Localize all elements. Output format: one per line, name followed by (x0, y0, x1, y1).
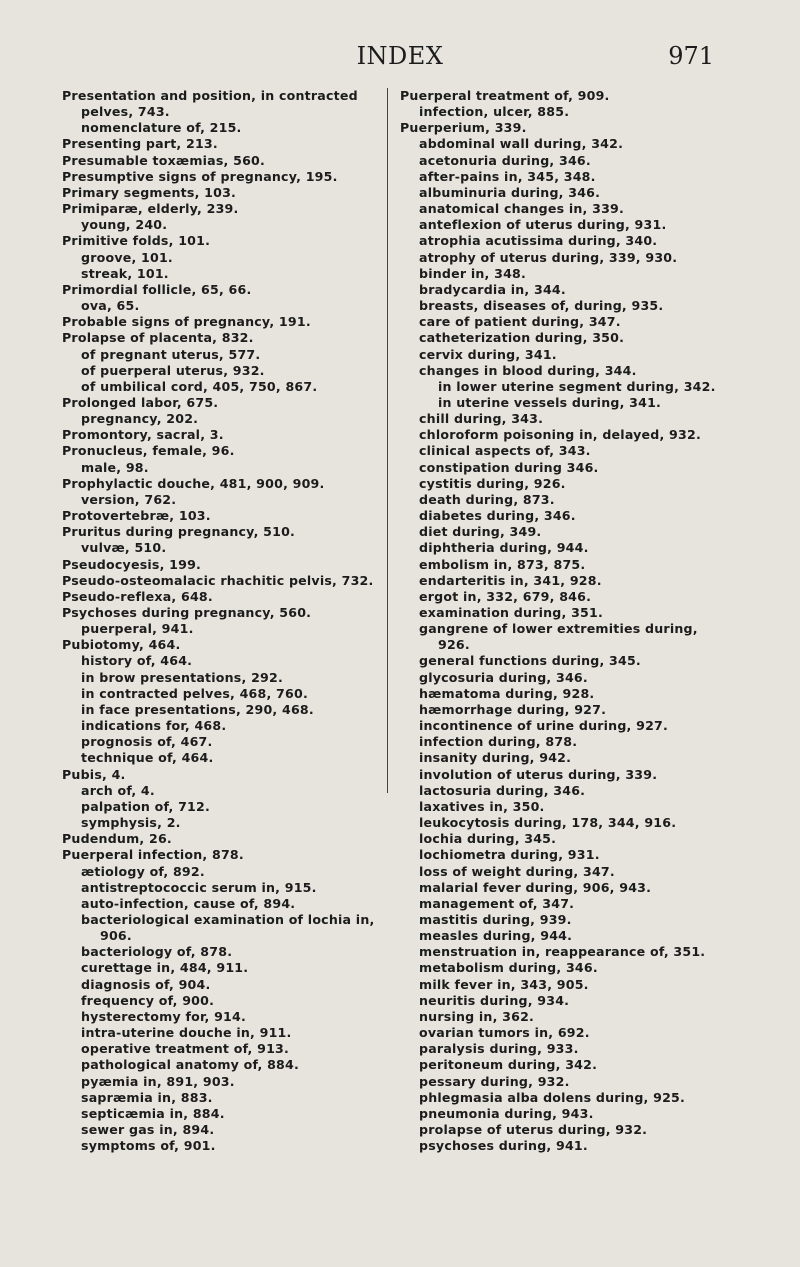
index-entry: milk fever in, 343, 905. (419, 976, 589, 992)
index-entry: albuminuria during, 346. (419, 184, 601, 200)
index-entry: menstruation in, reappearance of, 351. (419, 944, 706, 960)
index-entry: catheterization during, 350. (419, 330, 625, 346)
index-entry: Prophylactic douche, 481, 900, 909. (62, 475, 325, 491)
index-entry: in face presentations, 290, 468. (81, 701, 314, 717)
index-entry: Presumptive signs of pregnancy, 195. (62, 168, 338, 184)
index-entry: lochia during, 345. (419, 831, 557, 847)
index-entry: care of patient during, 347. (419, 314, 621, 330)
index-entry: 906. (100, 928, 132, 944)
index-entry: in uterine vessels during, 341. (438, 394, 662, 410)
index-entry: diagnosis of, 904. (81, 976, 211, 992)
index-entry: general functions during, 345. (419, 653, 641, 669)
index-entry: embolism in, 873, 875. (419, 556, 586, 572)
index-entry: bradycardia in, 344. (419, 281, 566, 297)
index-entry: version, 762. (81, 491, 177, 507)
index-entry: clinical aspects of, 343. (419, 443, 591, 459)
index-entry: Primiparæ, elderly, 239. (62, 201, 239, 217)
index-entry: vulvæ, 510. (81, 540, 167, 556)
index-entry: ætiology of, 892. (81, 863, 205, 879)
index-entry: psychoses during, 941. (419, 1138, 588, 1154)
index-entry: septicæmia in, 884. (81, 1105, 225, 1121)
index-entry: Pseudo-reflexa, 648. (62, 588, 213, 604)
index-entry: technique of, 464. (81, 750, 214, 766)
index-entry: Pruritus during pregnancy, 510. (62, 524, 296, 540)
page-title: INDEX (356, 42, 444, 70)
index-entry: infection, ulcer, 885. (419, 104, 570, 120)
index-entry: Pudendum, 26. (62, 831, 172, 847)
index-entry: of puerperal uterus, 932. (81, 362, 265, 378)
index-entry: hysterectomy for, 914. (81, 1008, 246, 1024)
index-entry: Presentation and position, in contracted (62, 88, 358, 103)
index-entry: bacteriological examination of lochia in, (81, 911, 375, 927)
index-entry: pneumonia during, 943. (419, 1105, 594, 1121)
index-entry: antistreptococcic serum in, 915. (81, 879, 317, 895)
index-entry: nomenclature of, 215. (81, 120, 242, 136)
index-entry: pelves, 743. (81, 104, 170, 120)
index-entry: curettage in, 484, 911. (81, 960, 249, 976)
index-entry: chloroform poisoning in, delayed, 932. (419, 427, 701, 443)
index-entry: of pregnant uterus, 577. (81, 346, 261, 362)
index-entry: ergot in, 332, 679, 846. (419, 588, 592, 604)
index-entry: Puerperal treatment of, 909. (400, 88, 610, 103)
index-entry: metabolism during, 346. (419, 960, 598, 976)
index-entry: paralysis during, 933. (419, 1041, 579, 1057)
index-entry: diabetes during, 346. (419, 508, 576, 524)
index-entry: ova, 65. (81, 298, 140, 314)
index-entry: streak, 101. (81, 265, 169, 281)
index-entry: Pubiotomy, 464. (62, 637, 181, 653)
index-entry: prolapse of uterus during, 932. (419, 1122, 648, 1137)
index-entry: loss of weight during, 347. (419, 863, 615, 879)
index-entry: binder in, 348. (419, 265, 526, 281)
index-entry: of umbilical cord, 405, 750, 867. (81, 378, 318, 394)
index-entry: Puerperium, 339. (400, 120, 527, 136)
index-entry: cystitis during, 926. (419, 475, 566, 491)
index-entry: palpation of, 712. (81, 798, 210, 814)
index-entry: Prolonged labor, 675. (62, 394, 219, 410)
index-entry: hæmatoma during, 928. (419, 685, 595, 701)
index-entry: abdominal wall during, 342. (419, 136, 624, 152)
index-column-left (62, 88, 384, 1154)
index-entry: malarial fever during, 906, 943. (419, 879, 652, 895)
index-entry: Pseudocyesis, 199. (62, 556, 202, 572)
index-entry: indications for, 468. (81, 718, 227, 734)
index-entry: acetonuria during, 346. (419, 152, 591, 168)
index-entry: pathological anatomy of, 884. (81, 1057, 299, 1073)
index-entry: Pubis, 4. (62, 766, 126, 782)
index-entry: ovarian tumors in, 692. (419, 1025, 590, 1041)
index-entry: phlegmasia alba dolens during, 925. (419, 1089, 685, 1105)
index-entry: cervix during, 341. (419, 346, 557, 362)
index-entry: prognosis of, 467. (81, 734, 213, 750)
index-entry: insanity during, 942. (419, 750, 572, 766)
index-entry: nursing in, 362. (419, 1008, 535, 1024)
index-entry: measles during, 944. (419, 928, 573, 944)
column-divider (387, 88, 388, 793)
index-entry: symptoms of, 901. (81, 1138, 216, 1154)
index-entry: Pronucleus, female, 96. (62, 443, 235, 459)
index-entry: Protovertebræ, 103. (62, 508, 211, 524)
index-entry: Primitive folds, 101. (62, 233, 211, 249)
index-entry: pregnancy, 202. (81, 411, 199, 427)
index-entry: Primary segments, 103. (62, 184, 237, 200)
index-entry: examination during, 351. (419, 605, 603, 620)
index-entry: mastitis during, 939. (419, 911, 572, 927)
index-entry: Primordial follicle, 65, 66. (62, 281, 252, 297)
index-entry: incontinence of urine during, 927. (419, 718, 668, 734)
index-entry: bacteriology of, 878. (81, 944, 233, 960)
index-entry: lactosuria during, 346. (419, 782, 586, 798)
index-entry: hæmorrhage during, 927. (419, 701, 607, 717)
index-entry: male, 98. (81, 459, 149, 475)
index-entry: lochiometra during, 931. (419, 847, 600, 863)
index-entry: Probable signs of pregnancy, 191. (62, 314, 311, 330)
index-entry: puerperal, 941. (81, 621, 194, 637)
index-entry: breasts, diseases of, during, 935. (419, 298, 664, 314)
index-entry: chill during, 343. (419, 411, 544, 427)
index-entry: leukocytosis during, 178, 344, 916. (419, 815, 677, 831)
index-entry: peritoneum during, 342. (419, 1057, 598, 1073)
index-entry: diphtheria during, 944. (419, 540, 589, 556)
page-number: 971 (668, 42, 714, 70)
index-entry: neuritis during, 934. (419, 992, 570, 1008)
index-entry: groove, 101. (81, 249, 173, 265)
index-entry: 926. (438, 637, 470, 653)
index-entry: symphysis, 2. (81, 815, 181, 831)
index-entry: young, 240. (81, 217, 168, 233)
index-entry: death during, 873. (419, 491, 555, 507)
index-entry: involution of uterus during, 339. (419, 766, 658, 782)
index-entry: atrophy of uterus during, 339, 930. (419, 249, 678, 265)
index-column-right (400, 88, 742, 1154)
index-entry: in lower uterine segment during, 342. (438, 378, 716, 394)
index-entry: intra-uterine douche in, 911. (81, 1025, 292, 1041)
index-entry: diet during, 349. (419, 524, 542, 540)
page-header (0, 42, 800, 72)
index-entry: Promontory, sacral, 3. (62, 427, 224, 443)
index-entry: sewer gas in, 894. (81, 1122, 215, 1137)
index-entry: gangrene of lower extremities during, (419, 621, 698, 637)
index-entry: history of, 464. (81, 653, 193, 669)
index-entry: Presumable toxæmias, 560. (62, 152, 265, 168)
index-entry: atrophia acutissima during, 340. (419, 233, 658, 249)
index-entry: in contracted pelves, 468, 760. (81, 685, 308, 701)
index-entry: Prolapse of placenta, 832. (62, 330, 254, 346)
index-entry: anatomical changes in, 339. (419, 201, 624, 217)
index-entry: changes in blood during, 344. (419, 362, 637, 378)
index-entry: laxatives in, 350. (419, 798, 545, 814)
index-entry: after-pains in, 345, 348. (419, 168, 596, 184)
index-entry: arch of, 4. (81, 782, 155, 798)
index-entry: operative treatment of, 913. (81, 1041, 289, 1057)
index-entry: Psychoses during pregnancy, 560. (62, 605, 312, 620)
index-entry: sapræmia in, 883. (81, 1089, 213, 1105)
index-entry: frequency of, 900. (81, 992, 215, 1008)
index-entry: glycosuria during, 346. (419, 669, 588, 685)
index-entry: management of, 347. (419, 895, 575, 911)
index-entry: pessary during, 932. (419, 1073, 570, 1089)
index-entry: endarteritis in, 341, 928. (419, 572, 602, 588)
index-entry: Pseudo-osteomalacic rhachitic pelvis, 732. (62, 572, 374, 588)
index-entry: infection during, 878. (419, 734, 578, 750)
index-entry: anteflexion of uterus during, 931. (419, 217, 667, 233)
index-entry: pyæmia in, 891, 903. (81, 1073, 235, 1089)
index-entry: Presenting part, 213. (62, 136, 218, 152)
index-entry: constipation during 346. (419, 459, 599, 475)
index-entry: in brow presentations, 292. (81, 669, 283, 685)
index-entry: auto-infection, cause of, 894. (81, 895, 296, 911)
index-entry: Puerperal infection, 878. (62, 847, 244, 863)
